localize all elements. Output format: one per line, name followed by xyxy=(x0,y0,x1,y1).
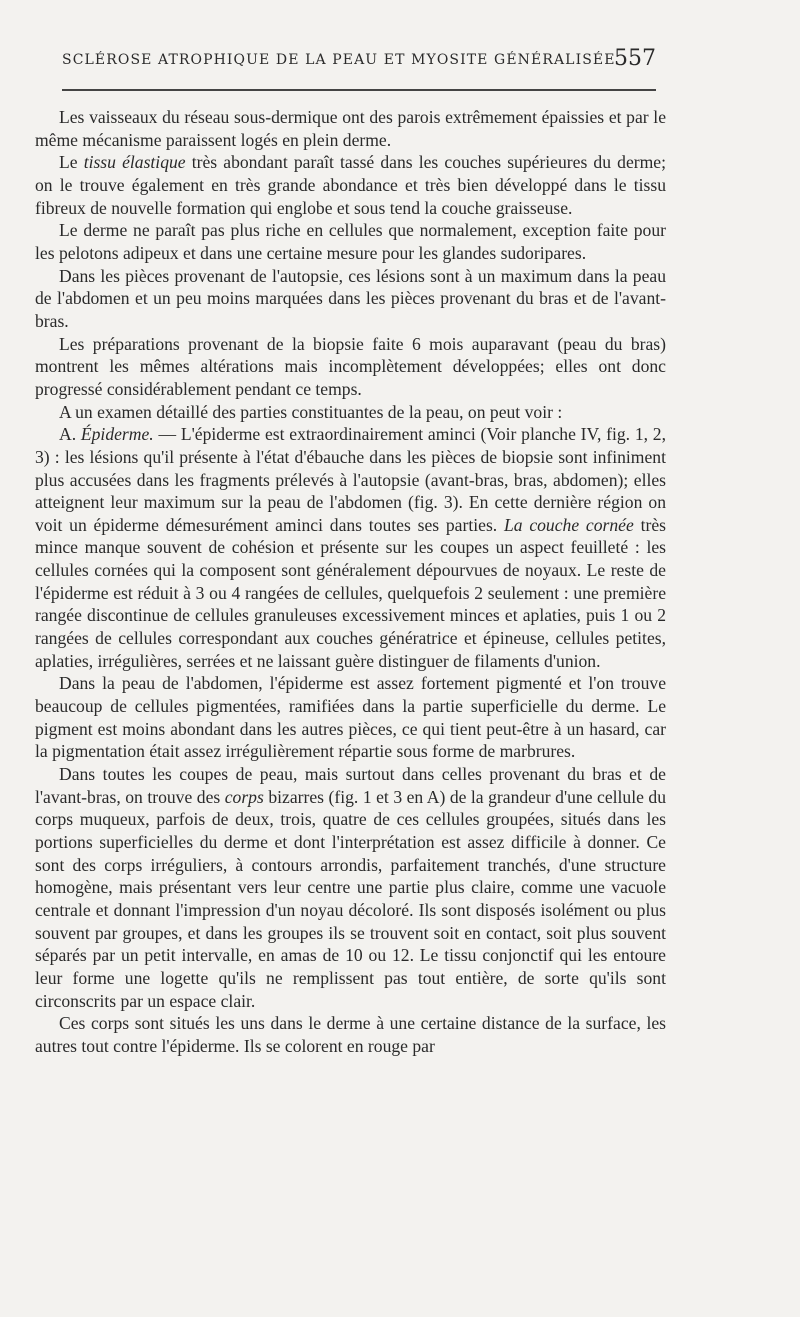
paragraph: A un examen détaillé des parties constituantes de la peau, on peut voir : xyxy=(59,401,563,422)
body-text xyxy=(35,106,666,1058)
paragraph-text: A. xyxy=(59,424,81,445)
paragraph: Ces corps sont situés les uns dans le derme à une certaine distance de la surface, les autres tout contre l'épiderme. Ils se colorent en rouge par xyxy=(35,1013,666,1056)
italic-term: La couche cornée xyxy=(503,514,634,535)
paragraph-text: Le xyxy=(59,152,84,173)
paragraph: Le derme ne paraît pas plus riche en cellules que normalement, exception faite pour les pelotons adipeux et dans une certaine mesure pour les glandes sudoripares. xyxy=(35,220,666,263)
paragraph xyxy=(35,763,666,1012)
paragraph: Dans les pièces provenant de l'autopsie, ces lésions sont à un maximum dans la peau de l'abdomen et un peu moins marquées dans les pièces provenant du bras et de l'avant-bras. xyxy=(35,265,666,331)
running-title: SCLÉROSE ATROPHIQUE DE LA PEAU ET MYOSITE GÉNÉRALISÉE xyxy=(62,52,616,68)
header-rule xyxy=(62,89,656,91)
section-heading: Épiderme. xyxy=(80,424,154,445)
paragraph xyxy=(35,151,666,219)
paragraph: Les préparations provenant de la biopsie faite 6 mois auparavant (peau du bras) montrent les mêmes altérations mais incomplètement développées; elles ont donc progressé considérablement pendant ce temps. xyxy=(35,333,666,399)
paragraph-text: très mince manque souvent de cohésion et présente sur les coupes un aspect feuilleté : les cellules cornées qui la composent sont généralement dépourvues de noyaux. Le reste de l'épiderme est réduit à 3 ou 4 rangées de cellules, quelquefois 2 seulement : une première rangée discontinue de cellules granuleuses excessivement minces et aplaties, puis 1 ou 2 rangées de cellules correspondant aux couches génératrice et épineuse, cellules petites, aplaties, irrégulières, serrées et ne laissant guère distinguer de filaments d'union. xyxy=(35,514,666,671)
paragraph xyxy=(35,423,666,672)
paragraph-text: bizarres (fig. 1 et 3 en A) de la grandeur d'une cellule du corps muqueux, parfois de deux, trois, quatre de ces cellules groupées, situés dans les portions superficielles du derme et dont l'interprétation est assez difficile à donner. Ce sont des corps irréguliers, à contours arrondis, parfaitement tranchés, d'une structure homogène, mais présentant vers leur centre une partie plus claire, comme une vacuole centrale et donnant l'impression d'un noyau décoloré. Ils sont disposés isolément ou plus souvent par groupes, et dans les groupes ils se trouvent soit en contact, soit plus souvent séparés par un petit intervalle, en amas de 10 ou 12. Le tissu conjonctif qui les entoure leur forme une logette qu'ils ne remplissent pas tout entière, de sorte qu'ils sont circonscrits par un espace clair. xyxy=(35,786,666,1011)
paragraph: Dans la peau de l'abdomen, l'épiderme est assez fortement pigmenté et l'on trouve beaucoup de cellules pigmentées, ramifiées dans la partie superficielle du derme. Le pigment est moins abondant dans les autres pièces, ce qui tient peut-être à un hasard, car la pigmentation était assez irrégulièrement répartie sous forme de marbrures. xyxy=(35,673,666,762)
paragraph-text: Dans toutes les coupes de peau, mais surtout dans celles provenant du bras et de l'avant-bras, on trouve des xyxy=(35,764,666,807)
italic-term: corps xyxy=(224,786,264,807)
paragraph-text: très abondant paraît tassé dans les couches supérieures du derme; on le trouve également en très grande abondance et très bien développé dans le tissu fibreux de nouvelle formation qui englobe et sous tend la couche graisseuse. xyxy=(35,152,666,218)
paragraph-text: — L'épiderme est extraordinairement aminci (Voir planche IV, fig. 1, 2, 3) : les lésions qu'il présente à l'état d'ébauche dans les pièces de biopsie sont infiniment plus accusées dans les fragments prélevés à l'autopsie (avant-bras, bras, abdomen); elles atteignent leur maximum sur la peau de l'abdomen (fig. 3). En cette dernière région on voit un épiderme démesurément aminci dans toutes ses parties. xyxy=(35,424,666,535)
paragraph: Les vaisseaux du réseau sous-dermique ont des parois extrêmement épaissies et par le même mécanisme paraissent logés en plein derme. xyxy=(35,107,666,150)
running-header xyxy=(62,46,656,74)
page-number: 557 xyxy=(614,46,656,71)
italic-term: tissu élastique xyxy=(83,152,186,173)
